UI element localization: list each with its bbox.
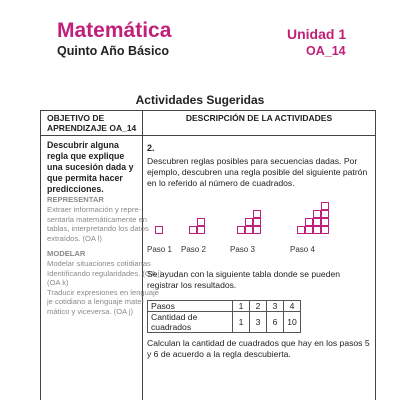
pattern-square (321, 218, 329, 226)
unit-label: Unidad 1 (287, 26, 347, 42)
step-label: Paso 3 (230, 245, 255, 254)
activities-table (40, 110, 376, 400)
step-label: Paso 4 (290, 245, 315, 254)
pattern-square (313, 218, 321, 226)
table-cell: 10 (284, 312, 301, 333)
table-cell: 1 (233, 301, 250, 312)
table-cell: 2 (250, 301, 267, 312)
step-label: Paso 2 (181, 245, 206, 254)
table-row (148, 312, 301, 333)
pattern-square (197, 218, 205, 226)
pattern-square (253, 226, 261, 234)
activity-intro: Descubren reglas posibles para secuencias dadas. Por ejemplo, descubren una regla posible del siguiente patrón en lo referido al número de cuadrados. (147, 156, 368, 188)
table-border-left (40, 110, 41, 400)
pattern-square (305, 226, 313, 234)
step-label: Paso 1 (147, 245, 172, 254)
description-column-header: DESCRIPCIÓN DE LA ACTIVIDADES (185, 113, 333, 123)
pattern-square (321, 226, 329, 234)
table-cell: 1 (233, 312, 250, 333)
table-border-right (375, 110, 376, 400)
square-pattern-figure (147, 198, 369, 256)
objective-column-header: OBJETIVO DE APRENDIZAJE OA_14 (47, 113, 137, 133)
skill-title-modelar: MODELAR (47, 249, 86, 258)
table-column-divider (142, 110, 143, 400)
pattern-square (253, 218, 261, 226)
table-intro-text: Se ayudan con la siguiente tabla donde se pueden registrar los resultados. (147, 269, 341, 290)
pattern-square (313, 226, 321, 234)
subject-title: Matemática (57, 19, 172, 42)
table-cell: 4 (284, 301, 301, 312)
pattern-square (313, 210, 321, 218)
activity-number: 2. (147, 143, 155, 153)
objective-text: Descubrir alguna regla que explique una sucesión dada y que permita hacer predicciones. (47, 140, 134, 194)
table-header-divider (40, 135, 376, 136)
pattern-square (237, 226, 245, 234)
table-border-top (40, 110, 376, 111)
pattern-square (189, 226, 197, 234)
grade-subtitle: Quinto Año Básico (57, 44, 170, 58)
pattern-square (245, 218, 253, 226)
pattern-square (155, 226, 163, 234)
pattern-square (297, 226, 305, 234)
conclusion-text: Calculan la cantidad de cuadrados que hay en los pasos 5 y 6 de acuerdo a la regla descubierta. (147, 338, 370, 359)
table-cell: 3 (250, 312, 267, 333)
row-label-pasos: Pasos (148, 301, 233, 312)
pattern-square (197, 226, 205, 234)
section-title: Actividades Sugeridas (135, 93, 265, 107)
skill-text-modelar: Modelar situaciones cotidianas Identificando regularidades. (OA j) (OA k) Traducir expresiones en lenguaje je cotidiano a lenguaje mate- mático y viceversa. (OA j) (47, 259, 162, 316)
skill-text-representar: Extraer información y repre- sentarla matemáticamente en tablas, interpretando los datos extraídos. (OA l) (47, 205, 149, 243)
row-label-cantidad: Cantidad de cuadrados (148, 312, 233, 333)
skill-title-representar: REPRESENTAR (47, 195, 104, 204)
pattern-square (245, 226, 253, 234)
table-row (148, 301, 301, 312)
pattern-square (305, 218, 313, 226)
table-cell: 3 (267, 301, 284, 312)
oa-code: OA_14 (306, 44, 346, 58)
pattern-square (321, 202, 329, 210)
steps-data-table (147, 300, 301, 333)
table-cell: 6 (267, 312, 284, 333)
pattern-square (253, 210, 261, 218)
pattern-square (321, 210, 329, 218)
